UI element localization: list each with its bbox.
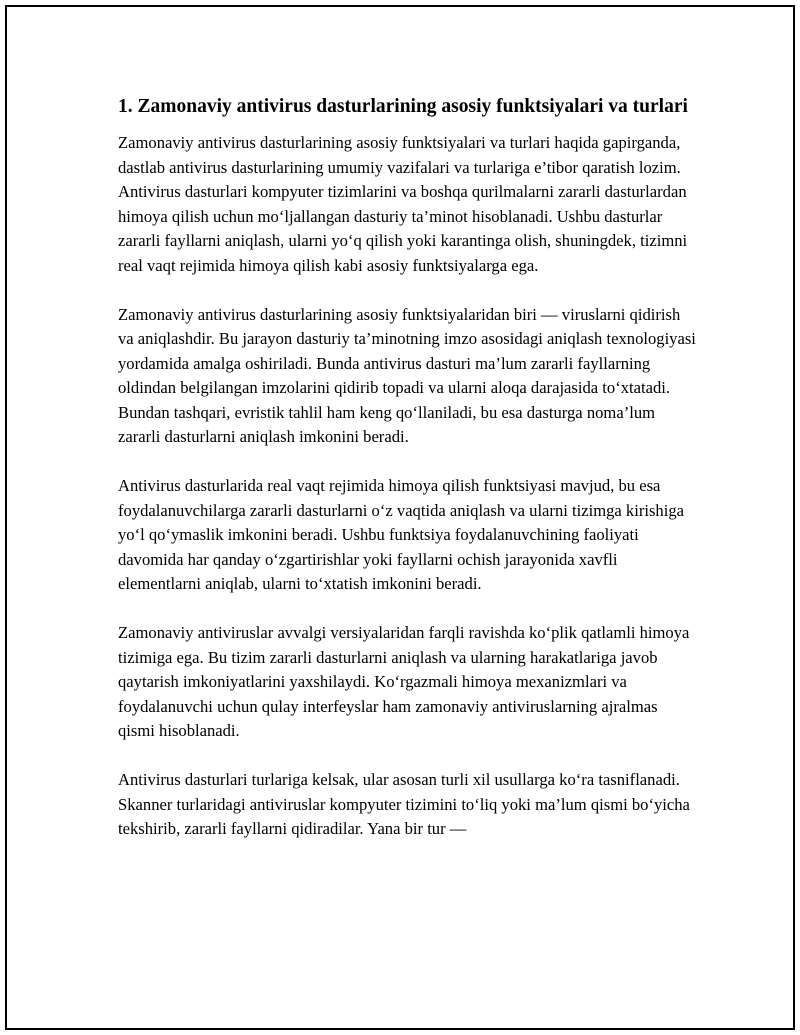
section-heading: 1. Zamonaviy antivirus dasturlarining asosiy funktsiyalari va turlari: [118, 96, 688, 117]
page-frame: [5, 5, 795, 1030]
paragraph: Antivirus dasturlarida real vaqt rejimida himoya qilish funktsiyasi mavjud, bu esa foydalanuvchilarga zararli dasturlarni o‘z vaqtida aniqlash va ularni tizimga kirishiga yo‘l qo‘ymaslik imkonini beradi. Ushbu funktsiya foydalanuvchining faoliyati davomida har qanday o‘zgartirishlar yoki fayllarni ochish jarayonida xavfli elementlarni aniqlab, ularni to‘xtatish imkonini beradi.: [118, 476, 684, 593]
paragraph: Zamonaviy antivirus dasturlarining asosiy funktsiyalaridan biri — viruslarni qidirish va aniqlashdir. Bu jarayon dasturiy ta’minotning imzo asosidagi aniqlash texnologiyasi yordamida amalga oshiriladi. Bunda antivirus dasturi ma’lum zararli fayllarning oldindan belgilangan imzolarini qidirib topadi va ularni aloqa darajasida to‘xtatadi. Bundan tashqari, evristik tahlil ham keng qo‘llaniladi, bu esa dasturga noma’lum zararli dasturlarni aniqlash imkonini beradi.: [118, 304, 696, 446]
paragraph: Antivirus dasturlari turlariga kelsak, ular asosan turli xil usullarga ko‘ra tasniflanadi. Skanner turlaridagi antiviruslar kompyuter tizimini to‘liq yoki ma’lum qismi bo‘yicha tekshirib, zararli fayllarni qidiradilar. Yana bir tur —: [118, 770, 690, 838]
document-body: [118, 93, 698, 866]
paragraph: Zamonaviy antiviruslar avvalgi versiyalaridan farqli ravishda ko‘plik qatlamli himoya tizimiga ega. Bu tizim zararli dasturlarni aniqlash va ularning harakatlariga javob qaytarish imkoniyatlarini yaxshilaydi. Ko‘rgazmali himoya mexanizmlari va foydalanuvchi uchun qulay interfeyslar ham zamonaviy antiviruslarning ajralmas qismi hisoblanadi.: [118, 623, 690, 740]
paragraph: Zamonaviy antivirus dasturlarining asosiy funktsiyalari va turlari haqida gapirganda, dastlab antivirus dasturlarining umumiy vazifalari va turlariga e’tibor qaratish lozim. Antivirus dasturlari kompyuter tizimlarini va boshqa qurilmalarni zararli dasturlardan himoya qilish uchun mo‘ljallangan dasturiy ta’minot hisoblanadi. Ushbu dasturlar zararli fayllarni aniqlash, ularni yo‘q qilish yoki karantinga olish, shuningdek, tizimni real vaqt rejimida himoya qilish kabi asosiy funktsiyalarga ega.: [118, 133, 688, 275]
